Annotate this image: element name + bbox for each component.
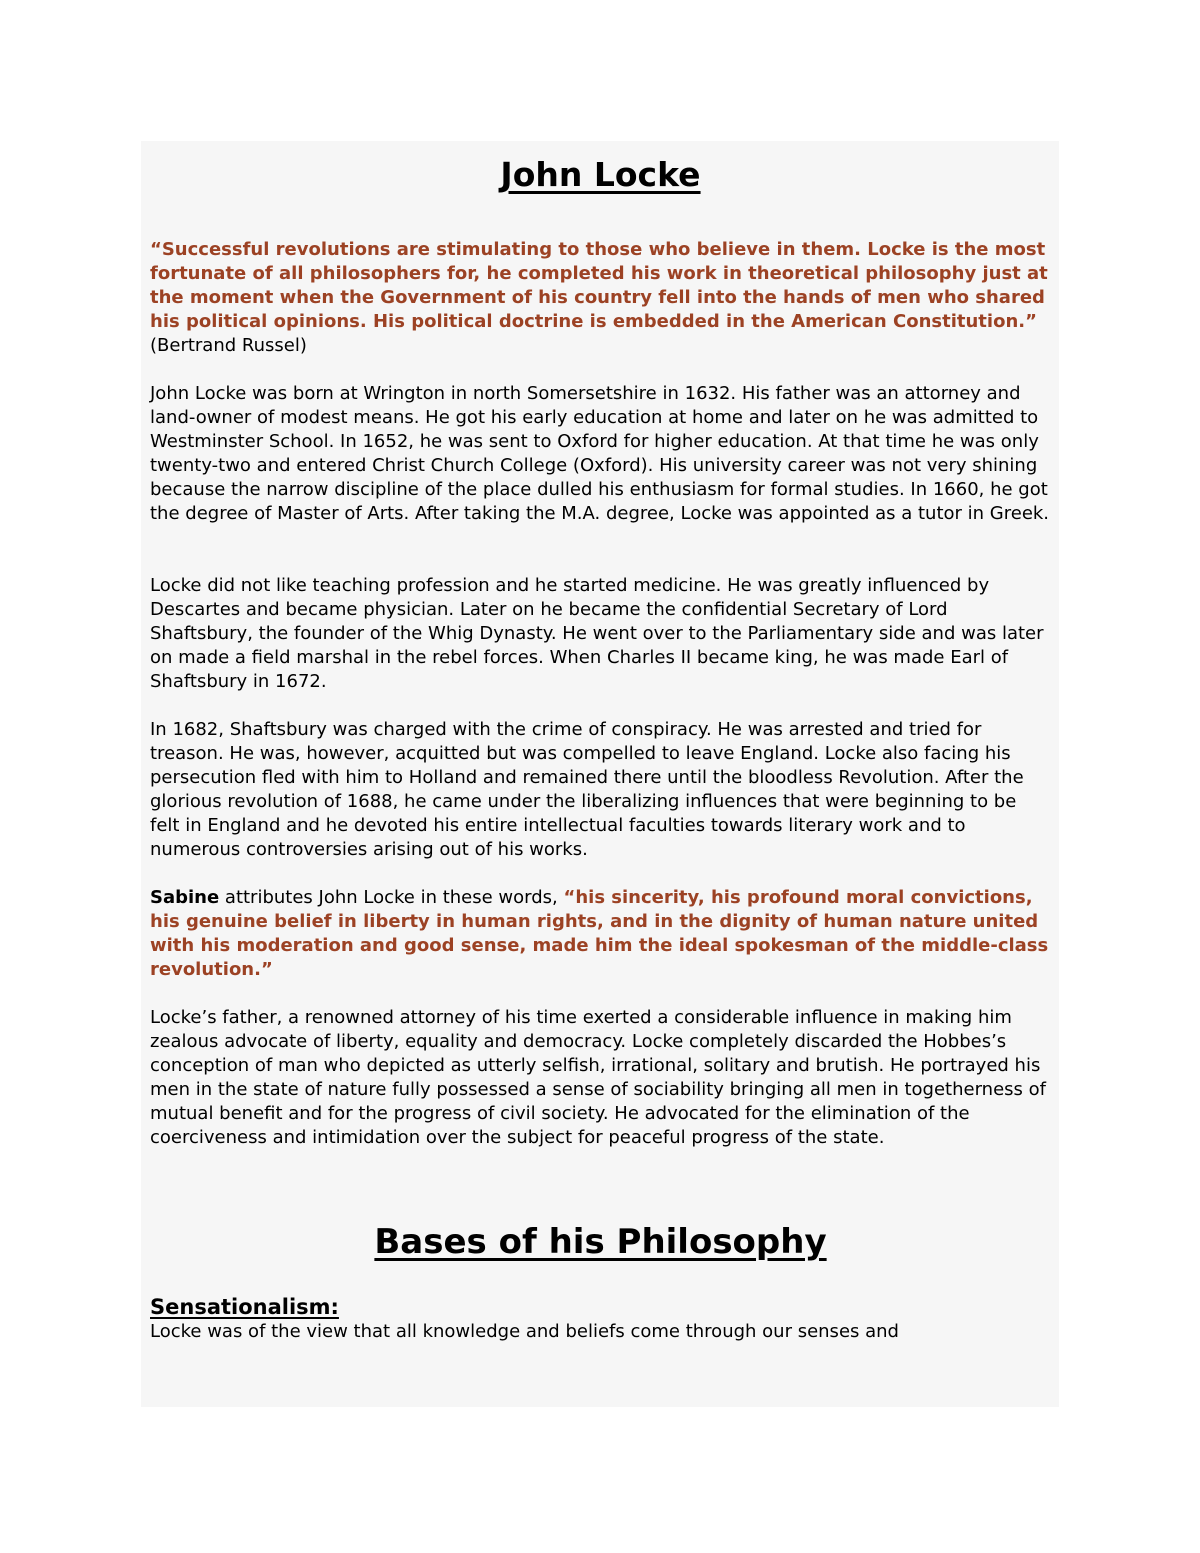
document-page — [141, 141, 1059, 1407]
medicine-paragraph: Locke did not like teaching profession and he started medicine. He was greatly influenced by Descartes and became physician. Later on he became the confidential Secretary of Lord Shaftsbury, the founder of the Whig Dynasty. He went over to the Parliamentary side and was later on made a field marshal in the rebel forces. When Charles II became king, he was made Earl of Shaftsbury in 1672. — [150, 575, 1044, 692]
father-paragraph: Locke’s father, a renowned attorney of his time exerted a considerable influence in making him zealous advocate of liberty, equality and democracy. Locke completely discarded the Hobbes’s conception of man who depicted as utterly selfish, irrational, solitary and brutish. He portrayed his men in the state of nature fully possessed a sense of sociability bringing all men in togetherness of mutual benefit and for the progress of civil society. He advocated for the elimination of the coerciveness and intimidation over the subject for peaceful progress of the state. — [150, 1007, 1046, 1148]
sabine-name: Sabine — [150, 887, 220, 908]
page-title: John Locke — [500, 155, 701, 194]
intro-quote: “Successful revolutions are stimulating to those who believe in them. Locke is the most fortunate of all philosophers for, he completed his work in theoretical philosophy just at the moment when the Government of his country fell into the hands of men who shared his political opinions. His political doctrine is embedded in the American Constitution.” — [150, 239, 1048, 332]
exile-paragraph: In 1682, Shaftsbury was charged with the crime of conspiracy. He was arrested and tried for treason. He was, however, acquitted but was compelled to leave England. Locke also facing his persecution fled with him to Holland and remained there until the bloodless Revolution. After the glorious revolution of 1688, he came under the liberalizing influences that were beginning to be felt in England and he devoted his entire intellectual faculties towards literary work and to numerous controversies arising out of his works. — [150, 719, 1024, 860]
section-heading: Bases of his Philosophy — [374, 1222, 827, 1262]
subsection-heading: Sensationalism: — [150, 1295, 339, 1319]
sabine-paragraph — [150, 886, 1051, 982]
intro-quote-paragraph — [150, 238, 1051, 358]
quote-attribution: (Bertrand Russel) — [150, 335, 307, 356]
sensationalism-paragraph: Locke was of the view that all knowledge and beliefs come through our senses and — [150, 1321, 899, 1342]
early-life-paragraph: John Locke was born at Wrington in north Somersetshire in 1632. His father was an attorney and land-owner of modest means. He got his early education at home and later on he was admitted to Westminster School. In 1652, he was sent to Oxford for higher education. At that time he was only twenty-two and entered Christ Church College (Oxford). His university career was not very shining because the narrow discipline of the place dulled his enthusiasm for formal studies. In 1660, he got the degree of Master of Arts. After taking the M.A. degree, Locke was appointed as a tutor in Greek. — [150, 383, 1050, 524]
sabine-lead: attributes John Locke in these words, — [219, 887, 564, 908]
sabine-quote: “his sincerity, his profound moral convictions, his genuine belief in liberty in human rights, and in the dignity of human nature united with his moderation and good sense, made him the ideal spokesman of the middle-class revolution.” — [150, 887, 1049, 980]
